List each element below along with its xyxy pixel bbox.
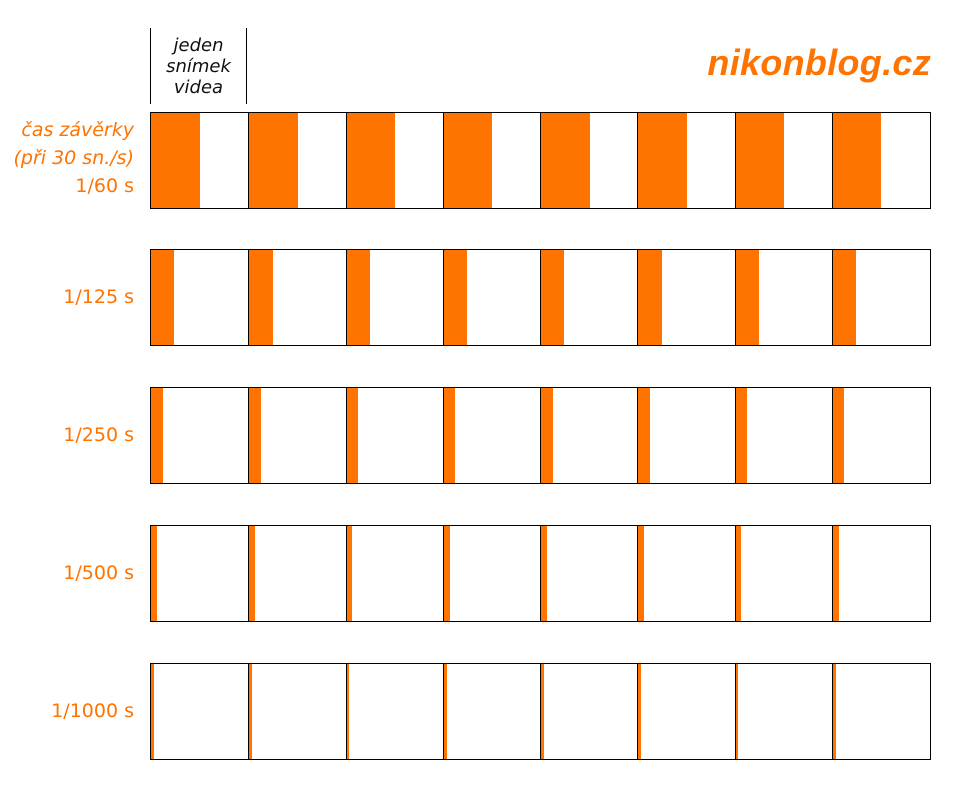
exposure-bar: [347, 526, 353, 621]
shutter-speed-label: [63, 283, 134, 311]
video-frame: [832, 664, 930, 759]
shutter-speed-label: [63, 421, 134, 449]
exposure-bar: [347, 250, 370, 345]
video-frame: [443, 526, 541, 621]
video-frame: [346, 526, 444, 621]
video-frame: [637, 250, 735, 345]
video-frame: [443, 664, 541, 759]
exposure-bar: [736, 664, 739, 759]
frame-strip: [150, 249, 931, 346]
video-frame: [151, 113, 248, 208]
video-frame: [346, 664, 444, 759]
exposure-bar: [833, 664, 836, 759]
frame-label-line-3: videa: [173, 76, 224, 98]
speed-value: 1/250 s: [63, 424, 134, 446]
exposure-bar: [736, 388, 748, 483]
speed-value: 1/125 s: [63, 286, 134, 308]
exposure-bar: [249, 664, 252, 759]
exposure-bar: [638, 250, 661, 345]
video-frame: [735, 250, 833, 345]
video-frame: [540, 113, 638, 208]
video-frame: [346, 113, 444, 208]
exposure-bar: [347, 664, 350, 759]
video-frame: [248, 664, 346, 759]
exposure-bar: [736, 113, 785, 208]
exposure-bar: [151, 250, 174, 345]
exposure-bar: [833, 526, 839, 621]
speed-value: 1/1000 s: [51, 700, 134, 722]
video-frame: [151, 664, 248, 759]
exposure-bar: [638, 526, 644, 621]
video-frame: [540, 664, 638, 759]
exposure-bar: [541, 113, 590, 208]
video-frame: [735, 664, 833, 759]
video-frame: [151, 250, 248, 345]
exposure-bar: [541, 664, 544, 759]
exposure-bar: [541, 388, 553, 483]
frame-label-line-2: snímek: [166, 55, 231, 77]
video-frame: [540, 388, 638, 483]
exposure-bar: [736, 250, 759, 345]
exposure-bar: [541, 526, 547, 621]
exposure-bar: [638, 664, 641, 759]
video-frame: [443, 113, 541, 208]
video-frame: [248, 250, 346, 345]
video-frame: [443, 250, 541, 345]
exposure-bar: [833, 388, 845, 483]
header-label-line: (při 30 sn./s): [13, 147, 134, 169]
shutter-speed-label: [13, 116, 134, 200]
exposure-bar: [249, 250, 272, 345]
frame-label-line-1: jeden: [173, 34, 224, 56]
video-frame: [637, 664, 735, 759]
video-frame: [346, 388, 444, 483]
video-frame: [735, 113, 833, 208]
speed-value: 1/500 s: [63, 562, 134, 584]
video-frame: [832, 526, 930, 621]
exposure-bar: [444, 664, 447, 759]
exposure-bar: [833, 113, 882, 208]
header-label-line: čas závěrky: [21, 119, 134, 141]
exposure-bar: [151, 664, 154, 759]
video-frame: [832, 113, 930, 208]
video-frame: [637, 526, 735, 621]
exposure-bar: [151, 526, 157, 621]
exposure-bar: [444, 526, 450, 621]
video-frame: [832, 388, 930, 483]
video-frame: [735, 526, 833, 621]
video-frame: [540, 250, 638, 345]
video-frame: [735, 388, 833, 483]
single-frame-annotation: [150, 28, 247, 104]
exposure-bar: [638, 113, 687, 208]
exposure-bar: [151, 388, 163, 483]
exposure-bar: [444, 388, 456, 483]
exposure-bar: [736, 526, 742, 621]
video-frame: [151, 388, 248, 483]
video-frame: [346, 250, 444, 345]
video-frame: [637, 113, 735, 208]
exposure-bar: [249, 113, 298, 208]
frame-strip: [150, 525, 931, 622]
exposure-bar: [444, 250, 467, 345]
exposure-bar: [541, 250, 564, 345]
video-frame: [540, 526, 638, 621]
frame-strip: [150, 112, 931, 209]
video-frame: [443, 388, 541, 483]
video-frame: [248, 113, 346, 208]
brand-logo-text: nikonblog.cz: [707, 42, 931, 83]
exposure-bar: [638, 388, 650, 483]
shutter-speed-label: [63, 559, 134, 587]
shutter-speed-label: [51, 697, 134, 725]
exposure-bar: [151, 113, 200, 208]
exposure-bar: [249, 388, 261, 483]
exposure-bar: [347, 388, 359, 483]
video-frame: [248, 388, 346, 483]
exposure-bar: [444, 113, 493, 208]
exposure-bar: [833, 250, 856, 345]
video-frame: [151, 526, 248, 621]
speed-value: 1/60 s: [75, 175, 134, 197]
video-frame: [832, 250, 930, 345]
frame-strip: [150, 387, 931, 484]
exposure-bar: [249, 526, 255, 621]
frame-strip: [150, 663, 931, 760]
exposure-bar: [347, 113, 396, 208]
video-frame: [248, 526, 346, 621]
video-frame: [637, 388, 735, 483]
